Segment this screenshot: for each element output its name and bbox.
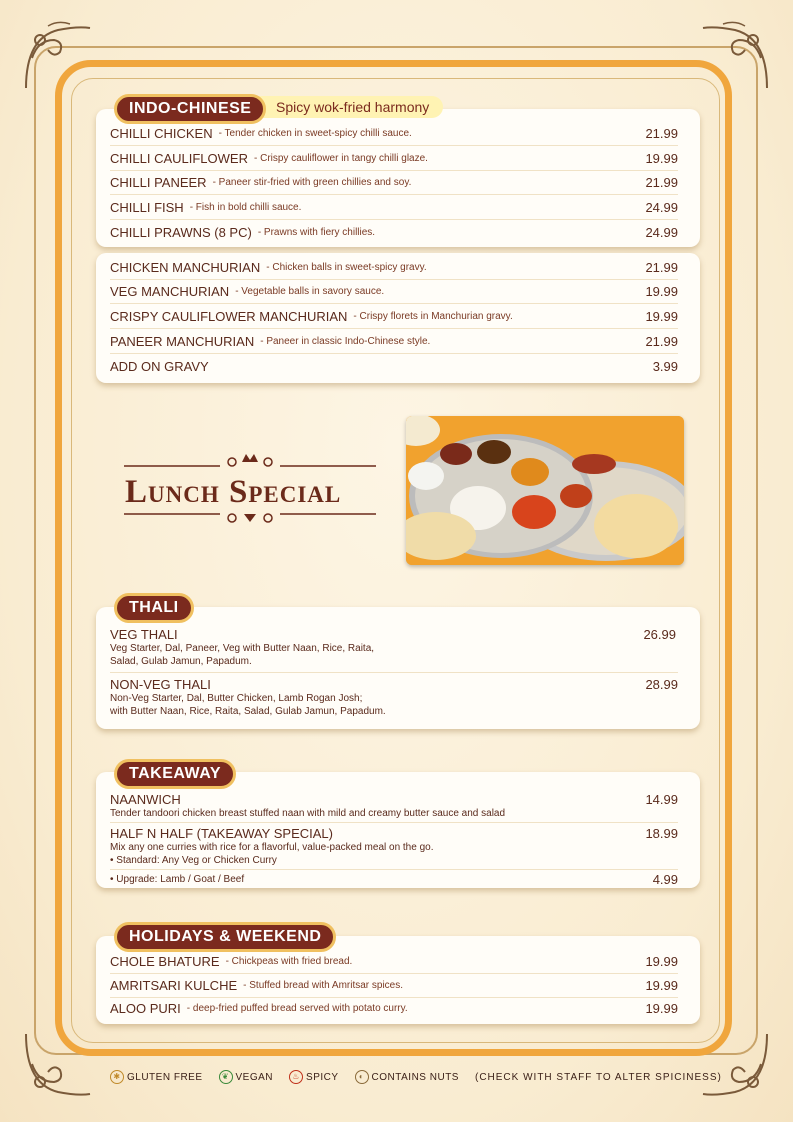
section-title-takeaway: TAKEAWAY — [114, 759, 236, 789]
menu-item-row — [110, 677, 678, 718]
item-desc: - Chicken balls in sweet-spicy gravy. — [266, 261, 427, 273]
menu-item-row — [110, 949, 678, 974]
item-desc-line: with Butter Naan, Rice, Raita, Salad, Gulab Jamun, Papadum. — [110, 706, 386, 717]
item-price: 24.99 — [645, 199, 678, 215]
item-name: CHILLI PRAWNS (8 PC) — [110, 224, 252, 240]
item-price: 24.99 — [645, 224, 678, 240]
menu-item-row — [110, 220, 678, 244]
indo-chinese-card-1 — [96, 109, 700, 247]
indo-chinese-card-2 — [96, 253, 700, 383]
legend-label: VEGAN — [235, 1071, 274, 1083]
takeaway-card — [96, 772, 700, 888]
legend-gluten-free — [110, 1070, 203, 1084]
menu-item-row — [110, 121, 678, 146]
nut-icon: ◐ — [355, 1070, 369, 1084]
item-price: 19.99 — [645, 977, 678, 993]
menu-item-row — [110, 973, 678, 998]
section-title-thali: THALI — [114, 593, 194, 623]
item-name: PANEER MANCHURIAN — [110, 333, 255, 349]
item-price: 21.99 — [645, 125, 678, 141]
item-name: NON-VEG THALI — [110, 677, 211, 692]
item-name: AMRITSARI KULCHE — [110, 977, 238, 993]
item-desc-line: Mix any one curries with rice for a flavorful, value-packed meal on the go. — [110, 842, 434, 853]
legend-contains-nuts — [355, 1070, 459, 1084]
item-name: CRISPY CAULIFLOWER MANCHURIAN — [110, 308, 348, 324]
menu-item-row — [110, 996, 678, 1020]
legend-label: SPICY — [306, 1071, 339, 1083]
item-name: NAANWICH — [110, 792, 181, 807]
leaf-icon: ❦ — [219, 1070, 233, 1084]
item-desc-line: Veg Starter, Dal, Paneer, Veg with Butter Naan, Rice, Raita, — [110, 643, 375, 654]
item-price: 19.99 — [645, 283, 678, 299]
item-desc: - Fish in bold chilli sauce. — [189, 201, 302, 213]
item-price: 19.99 — [645, 953, 678, 969]
item-name: CHOLE BHATURE — [110, 953, 220, 969]
corner-ornament-icon — [695, 1024, 775, 1104]
menu-item-row — [110, 146, 678, 171]
menu-item-row — [110, 279, 678, 304]
legend-label: GLUTEN FREE — [127, 1071, 203, 1083]
item-desc: - Crispy cauliflower in tangy chilli glaze. — [253, 152, 428, 164]
legend-label: CONTAINS NUTS — [371, 1071, 459, 1083]
section-title-holidays: HOLIDAYS & WEEKEND — [114, 922, 336, 952]
dietary-legend — [110, 1070, 738, 1084]
item-desc-line: • Standard: Any Veg or Chicken Curry — [110, 854, 678, 870]
item-desc: - Stuffed bread with Amritsar spices. — [243, 979, 404, 991]
item-desc: - Vegetable balls in savory sauce. — [235, 285, 385, 297]
item-desc: - Tender chicken in sweet-spicy chilli sauce. — [218, 127, 412, 139]
item-price: 4.99 — [652, 872, 678, 887]
item-price: 19.99 — [645, 308, 678, 324]
chili-icon: ♨ — [289, 1070, 303, 1084]
section-title-indo-chinese: INDO-CHINESE — [114, 94, 266, 124]
legend-spicy — [289, 1070, 339, 1084]
item-price: 21.99 — [645, 174, 678, 190]
item-desc: - Prawns with fiery chillies. — [257, 226, 376, 238]
item-desc: - Chickpeas with fried bread. — [225, 955, 353, 967]
item-price: 14.99 — [645, 792, 678, 807]
menu-item-row — [110, 792, 678, 823]
section-subtitle: Spicy wok-fried harmony — [250, 96, 443, 118]
item-price: 3.99 — [652, 358, 678, 374]
legend-vegan — [219, 1070, 274, 1084]
item-price: 21.99 — [645, 333, 678, 349]
item-price: 19.99 — [645, 150, 678, 166]
item-desc-line: Non-Veg Starter, Dal, Butter Chicken, Lamb Rogan Josh; — [110, 693, 363, 704]
thali-plate-illustration-icon — [406, 416, 684, 565]
menu-item-row — [110, 826, 678, 887]
corner-ornament-icon — [18, 18, 98, 98]
item-price: 18.99 — [645, 826, 678, 841]
menu-item-row — [110, 195, 678, 220]
item-price: 19.99 — [645, 1000, 678, 1016]
menu-item-row — [110, 255, 678, 280]
item-name: CHICKEN MANCHURIAN — [110, 259, 261, 275]
item-price: 26.99 — [643, 627, 676, 642]
item-desc: - deep-fried puffed bread served with potato curry. — [186, 1002, 408, 1014]
menu-item-row — [110, 627, 678, 673]
item-name: CHILLI FISH — [110, 199, 184, 215]
item-desc: - Crispy florets in Manchurian gravy. — [353, 310, 513, 322]
menu-item-row — [110, 170, 678, 195]
item-desc-line: Salad, Gulab Jamun, Papadum. — [110, 656, 252, 667]
item-desc-line: • Upgrade: Lamb / Goat / Beef — [110, 874, 245, 885]
corner-ornament-icon — [695, 18, 775, 98]
item-price: 21.99 — [645, 259, 678, 275]
item-name: ADD ON GRAVY — [110, 358, 209, 374]
item-name: CHILLI CAULIFLOWER — [110, 150, 248, 166]
item-desc: - Paneer in classic Indo-Chinese style. — [260, 335, 431, 347]
thali-photo — [406, 416, 684, 565]
item-name: VEG THALI — [110, 627, 178, 642]
lunch-special-title: Lunch Special — [125, 474, 342, 510]
item-name: VEG MANCHURIAN — [110, 283, 230, 299]
corner-ornament-icon — [18, 1024, 98, 1104]
thali-card — [96, 607, 700, 729]
menu-item-row — [110, 329, 678, 354]
menu-item-row — [110, 304, 678, 329]
item-name: HALF N HALF (TAKEAWAY SPECIAL) — [110, 826, 333, 841]
item-name: ALOO PURI — [110, 1000, 181, 1016]
item-desc-line: Tender tandoori chicken breast stuffed naan with mild and creamy butter sauce and salad — [110, 808, 506, 819]
item-price: 28.99 — [645, 677, 678, 692]
item-name: CHILLI PANEER — [110, 174, 207, 190]
wheat-icon: ✱ — [110, 1070, 124, 1084]
legend-note: (CHECK WITH STAFF TO ALTER SPICINESS) — [474, 1071, 722, 1083]
menu-item-row — [110, 354, 678, 378]
item-desc: - Paneer stir-fried with green chillies and soy. — [212, 176, 412, 188]
item-name: CHILLI CHICKEN — [110, 125, 213, 141]
